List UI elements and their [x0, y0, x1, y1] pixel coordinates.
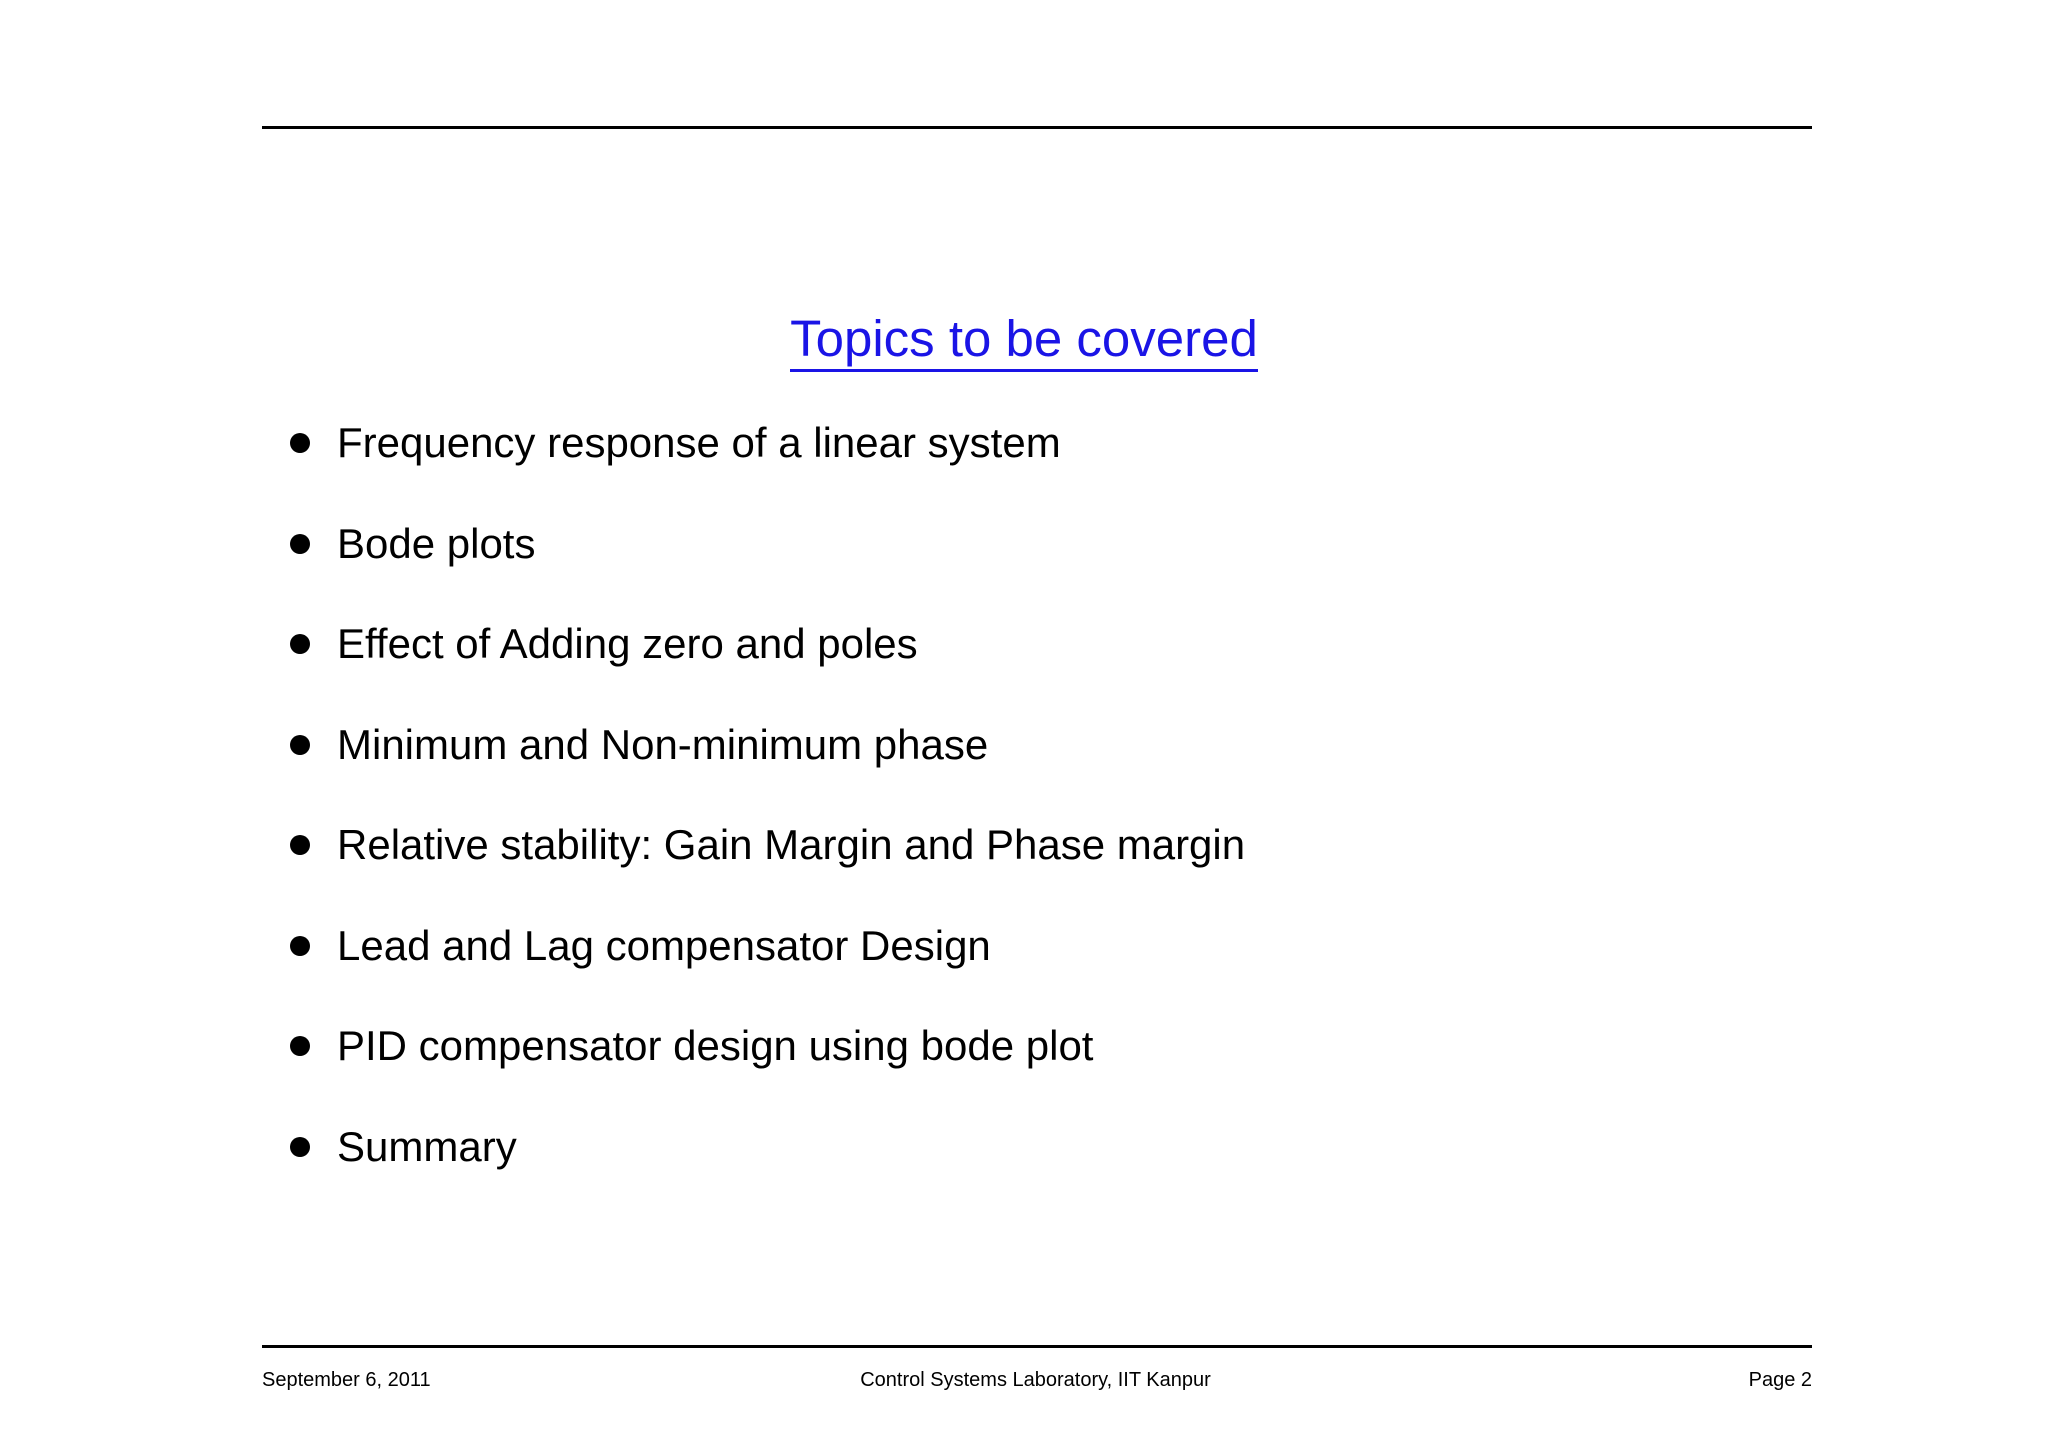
topic-text: Lead and Lag compensator Design — [337, 921, 991, 969]
footer-institution: Control Systems Laboratory, IIT Kanpur — [860, 1369, 1211, 1391]
bullet-icon — [290, 835, 310, 855]
footer-page-number: Page 2 — [1748, 1369, 1812, 1391]
bullet-icon — [290, 735, 310, 755]
header-rule — [262, 126, 1812, 129]
topic-text: Frequency response of a linear system — [337, 419, 1061, 466]
topic-text: Relative stability: Gain Margin and Phase margin — [337, 821, 1246, 868]
list-item — [290, 912, 1245, 1013]
footer-date: September 6, 2011 — [262, 1369, 431, 1391]
list-item — [290, 1113, 1245, 1214]
topic-text: PID compensator design using bode plot — [337, 1022, 1094, 1069]
bullet-icon — [290, 433, 310, 453]
bullet-icon — [290, 634, 310, 654]
list-item — [290, 711, 1245, 812]
footer-rule — [262, 1345, 1812, 1348]
topic-text: Minimum and Non-minimum phase — [337, 720, 989, 768]
bullet-icon — [290, 1036, 310, 1056]
list-item — [290, 510, 1245, 611]
list-item — [290, 610, 1245, 711]
list-item — [290, 1012, 1245, 1113]
bullet-icon — [290, 936, 310, 956]
topic-text: Bode plots — [337, 519, 536, 567]
topic-text: Effect of Adding zero and poles — [337, 620, 918, 667]
topic-text: Summary — [337, 1122, 517, 1170]
list-item — [290, 811, 1245, 912]
slide-title — [0, 305, 2048, 373]
topic-list — [290, 409, 1245, 1213]
slide-title-text: Topics to be covered — [790, 310, 1258, 372]
list-item — [290, 409, 1245, 510]
bullet-icon — [290, 1137, 310, 1157]
bullet-icon — [290, 534, 310, 554]
